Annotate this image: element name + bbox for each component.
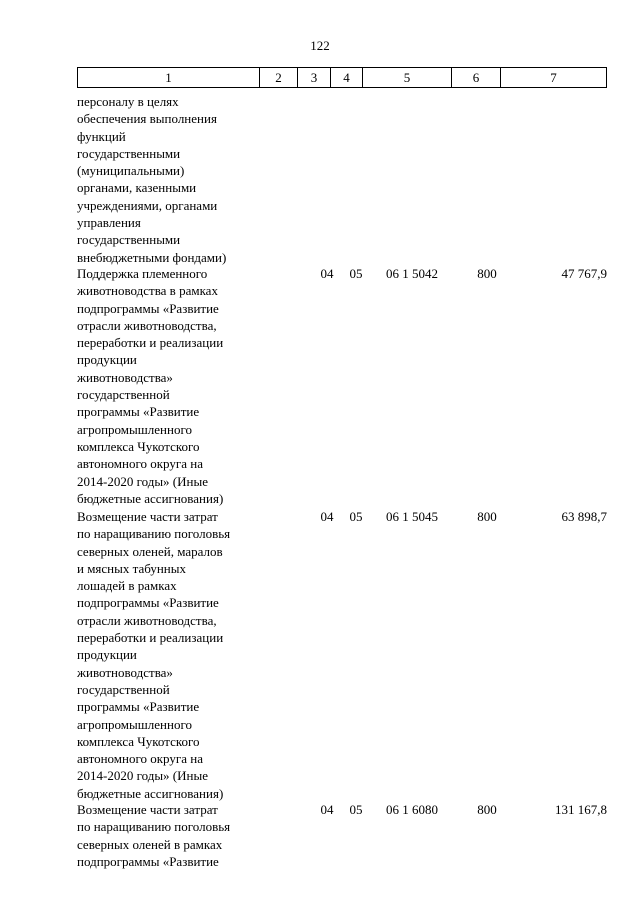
header-col-3: 3: [298, 68, 331, 88]
header-col-7: 7: [501, 68, 607, 88]
header-col-2: 2: [260, 68, 298, 88]
header-col-6: 6: [452, 68, 501, 88]
row-col-7: 47 767,9: [561, 266, 607, 281]
row-description: Возмещение части затрат по наращиванию поголовья северных оленей в рамках подпрограммы «Развитие: [77, 802, 231, 869]
row-description: Возмещение части затрат по наращиванию поголовья северных оленей, маралов и мясных табунных лошадей в рамках подпрограммы «Развитие отрасли животноводства, переработки и реализации продукции животноводства» государственной программы «Развитие агропромышленного комплекса Чукотского автономного округа на 2014-2020 годы» (Иные бюджетные ассигнования): [77, 509, 231, 801]
row-col-6: 800: [477, 266, 497, 281]
row-col-5: 06 1 5045: [386, 509, 438, 524]
page-number: 122: [310, 38, 330, 53]
row-col-6: 800: [477, 509, 497, 524]
header-col-5: 5: [363, 68, 452, 88]
row-col-7: 131 167,8: [555, 802, 607, 817]
row-description: персоналу в целях обеспечения выполнения функций государственными (муниципальными) органами, казенными учреждениями, органами управления государственными внебюджетными фондами): [77, 94, 227, 265]
header-col-1: 1: [78, 68, 260, 88]
row-col-7: 63 898,7: [561, 509, 607, 524]
row-col-5: 06 1 5042: [386, 266, 438, 281]
row-col-3: 04: [320, 509, 334, 524]
row-col-3: 04: [320, 266, 334, 281]
row-col-6: 800: [477, 802, 497, 817]
row-description: Поддержка племенного животноводства в рамках подпрограммы «Развитие отрасли животноводства, переработки и реализации продукции животноводства» государственной программы «Развитие агропромышленного комплекса Чукотского автономного округа на 2014-2020 годы» (Иные бюджетные ассигнования): [77, 266, 224, 506]
header-col-4: 4: [331, 68, 363, 88]
header-row: [78, 68, 607, 88]
row-col-4: 05: [349, 509, 363, 524]
row-col-5: 06 1 6080: [386, 802, 438, 817]
row-col-4: 05: [349, 266, 363, 281]
row-col-3: 04: [320, 802, 334, 817]
row-col-4: 05: [349, 802, 363, 817]
table-header: [77, 67, 607, 88]
